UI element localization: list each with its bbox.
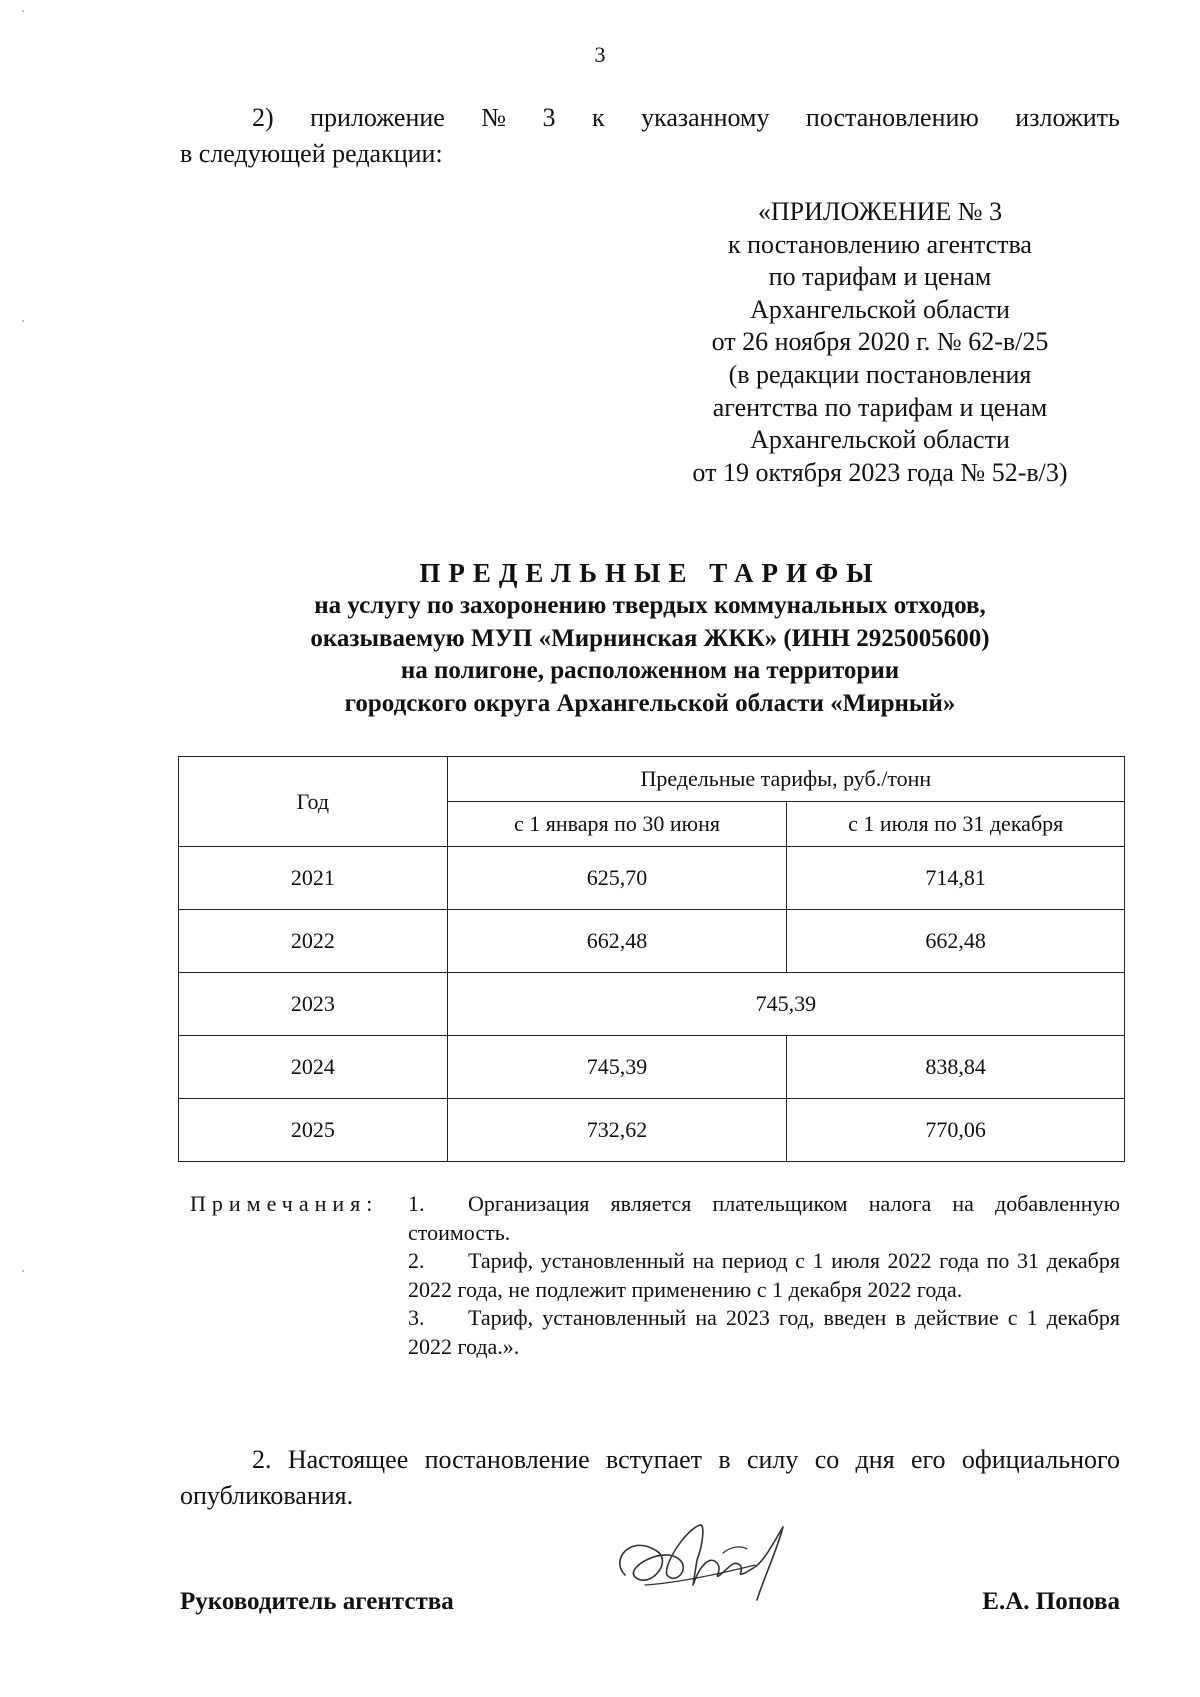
paragraph-1 — [180, 100, 1120, 172]
paragraph-1-word: 3 — [542, 103, 556, 132]
document-title — [180, 556, 1120, 720]
appendix-line: по тарифам и ценам — [768, 262, 992, 292]
appendix-line: от 26 ноября 2020 г. № 62-в/25 — [711, 327, 1049, 357]
cell-year: 2022 — [179, 910, 448, 973]
appendix-line: агентства по тарифам и ценам — [712, 392, 1048, 422]
appendix-header — [650, 196, 1110, 489]
paragraph-2 — [180, 1442, 1120, 1514]
cell-tariff-first-half: 662,48 — [447, 910, 787, 973]
title-line: оказываемую МУП «Мирнинская ЖКК» (ИНН 2925005600) — [310, 624, 990, 652]
scan-mark — [22, 1270, 24, 1272]
table-row — [179, 1036, 1125, 1099]
notes-body — [408, 1190, 1120, 1361]
cell-year: 2023 — [179, 973, 448, 1036]
cell-tariff-second-half: 714,81 — [787, 847, 1125, 910]
paragraph-1-word: приложение — [310, 103, 445, 132]
header-year: Год — [179, 757, 448, 847]
appendix-line: «ПРИЛОЖЕНИЕ № 3 — [757, 197, 1003, 226]
paragraph-1-word: указанному — [641, 103, 770, 132]
cell-tariff-first-half: 625,70 — [447, 847, 787, 910]
paragraph-1-line-2: в следующей редакции: — [180, 139, 443, 168]
cell-tariff-second-half: 662,48 — [787, 910, 1125, 973]
signatory-name: Е.А. Попова — [982, 1588, 1120, 1615]
title-main: ПРЕДЕЛЬНЫЕ ТАРИФЫ — [419, 558, 881, 588]
table-row — [179, 847, 1125, 910]
paragraph-1-line-1 — [180, 100, 1120, 136]
paragraph-1-word: к — [591, 103, 605, 132]
cell-year: 2025 — [179, 1099, 448, 1162]
header-second-half: с 1 июля по 31 декабря — [787, 802, 1125, 847]
header-first-half: с 1 января по 30 июня — [447, 802, 787, 847]
paragraph-1-word: изложить — [1015, 103, 1120, 132]
paragraph-1-number: 2) — [252, 103, 274, 132]
appendix-line: от 19 октября 2023 года № 52-в/3) — [692, 457, 1068, 487]
page-number: 3 — [594, 42, 606, 67]
title-line: на полигоне, расположенном на территории — [400, 657, 900, 684]
note-item — [408, 1190, 1120, 1247]
cell-year: 2021 — [179, 847, 448, 910]
table-row — [179, 1099, 1125, 1162]
title-line: городского округа Архангельской области «Мирный» — [344, 689, 956, 717]
note-text: Организация является плательщиком налога на добавленную стоимость. — [408, 1191, 1120, 1245]
note-number: 3. — [408, 1305, 425, 1330]
cell-tariff-full-year: 745,39 — [447, 973, 1124, 1036]
table-row — [179, 910, 1125, 973]
handwritten-signature — [605, 1505, 805, 1615]
note-text: Тариф, установленный на 2023 год, введен в действие с 1 декабря 2022 года.». — [408, 1305, 1120, 1359]
header-tariffs-group: Предельные тарифы, руб./тонн — [447, 757, 1124, 802]
cell-tariff-first-half: 732,62 — [447, 1099, 787, 1162]
note-item — [408, 1304, 1120, 1361]
paragraph-1-word: № — [481, 103, 507, 132]
signatory-title: Руководитель агентства — [180, 1588, 454, 1615]
appendix-line: Архангельской области — [750, 425, 1010, 455]
cell-tariff-second-half: 838,84 — [787, 1036, 1125, 1099]
notes-label: Примечания: — [190, 1191, 379, 1216]
appendix-line: (в редакции постановления — [728, 359, 1032, 389]
title-line: на услугу по захоронению твердых коммунальных отходов, — [314, 592, 986, 619]
note-item — [408, 1247, 1120, 1304]
paragraph-1-word: постановлению — [805, 103, 979, 132]
note-number: 1. — [408, 1191, 425, 1216]
cell-tariff-first-half: 745,39 — [447, 1036, 787, 1099]
tariffs-table — [178, 756, 1125, 1162]
scan-mark — [22, 320, 24, 322]
note-text: Тариф, установленный на период с 1 июля 2022 года по 31 декабря 2022 года, не подлежит применению с 1 декабря 2022 года. — [408, 1248, 1120, 1302]
paragraph-2-text: 2. Настоящее постановление вступает в силу со дня его официального опубликования. — [180, 1445, 1120, 1510]
scan-mark — [22, 10, 24, 12]
appendix-line: Архангельской области — [750, 294, 1010, 324]
table-row — [179, 973, 1125, 1036]
note-number: 2. — [408, 1248, 425, 1273]
cell-tariff-second-half: 770,06 — [787, 1099, 1125, 1162]
cell-year: 2024 — [179, 1036, 448, 1099]
appendix-line: к постановлению агентства — [728, 229, 1032, 259]
